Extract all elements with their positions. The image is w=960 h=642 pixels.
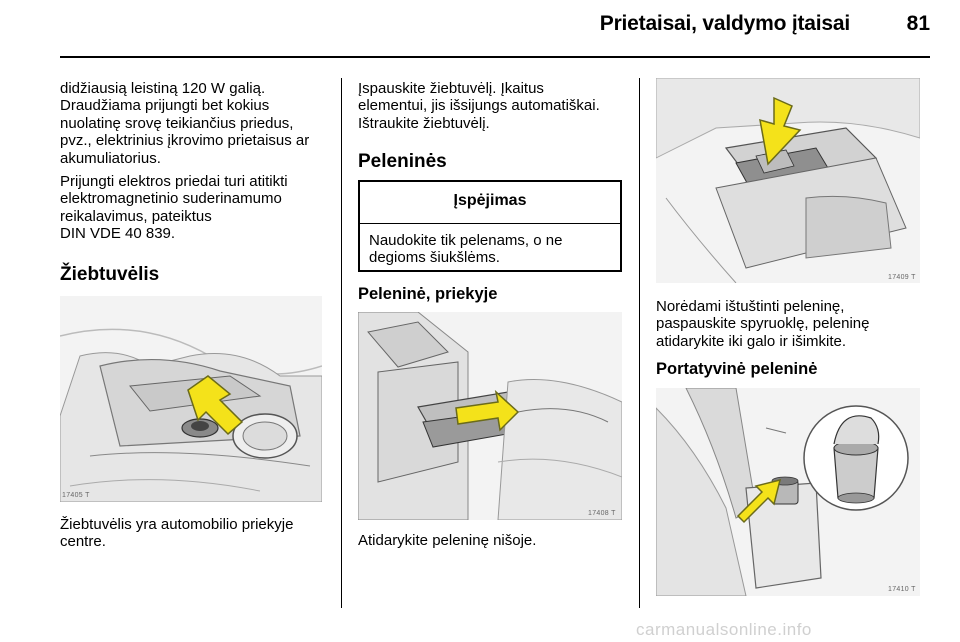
text-line: Draudžiama prijungti bet kokius (60, 97, 270, 115)
page-header-title: Prietaisai, valdymo įtaisai (599, 12, 850, 35)
text-line: reikalavimus, pateiktus (60, 207, 212, 225)
figure-empty-ashtray (656, 78, 920, 283)
figure-code: 17408 T (588, 510, 616, 517)
caption-open-ashtray: Atidarykite peleninę nišoje. (358, 532, 537, 549)
figure-code: 17410 T (888, 586, 916, 593)
paragraph-emc (60, 173, 335, 243)
figure-portable-ashtray (656, 388, 920, 596)
watermark: carmanualsonline.info (636, 620, 812, 639)
column-divider-1 (341, 78, 342, 608)
text-line: nuolatinę srovę teikiančius priedus, (60, 114, 294, 132)
page-number: 81 (906, 12, 930, 35)
paragraph-empty-ashtray (656, 298, 931, 350)
heading-lighter: Žiebtuvėlis (60, 264, 160, 285)
figure-front-ashtray (358, 312, 622, 520)
text-line: akumuliatorius. (60, 149, 161, 167)
caption-lighter (60, 516, 335, 551)
text-line: didžiausią leistiną 120 W galią. (60, 80, 266, 97)
figure-cigarette-lighter (60, 296, 322, 502)
text-line: Žiebtuvėlis yra automobilio priekyje (60, 516, 294, 533)
text-line: elektromagnetinio suderinamumo (60, 190, 282, 208)
text-line: centre. (60, 533, 106, 551)
text-line: Įspauskite žiebtuvėlį. Įkaitus (358, 80, 544, 97)
heading-ashtrays: Peleninės (358, 151, 447, 172)
text-line: Naudokite tik pelenams, o ne (369, 232, 563, 249)
figure-code: 17405 T (62, 492, 90, 499)
text-line: DIN VDE 40 839. (60, 225, 176, 243)
text-line: pvz., elektrinius įkrovimo prietaisus ar (60, 132, 310, 150)
warning-text (369, 232, 613, 267)
text-line: elementui, jis išsijungs automatiškai. (358, 97, 600, 115)
text-line: Norėdami ištuštinti peleninę, (656, 298, 845, 315)
text-line: atidarykite iki galo ir išimkite. (656, 332, 847, 350)
text-line: degioms šiukšlėms. (369, 249, 500, 267)
subheading-front-ashtray: Peleninė, priekyje (358, 285, 498, 303)
paragraph-power-limit (60, 80, 335, 167)
text-line: Prijungti elektros priedai turi atitikti (60, 173, 288, 190)
warning-box (358, 180, 622, 272)
subheading-portable-ashtray: Portatyvinė peleninė (656, 360, 818, 378)
column-divider-2 (639, 78, 640, 608)
figure-code: 17409 T (888, 274, 916, 281)
header-rule (60, 56, 930, 58)
warning-title: Įspėjimas (360, 182, 620, 224)
paragraph-press-lighter (358, 80, 633, 132)
text-line: Ištraukite žiebtuvėlį. (358, 114, 490, 132)
text-line: paspauskite spyruoklę, peleninę (656, 315, 870, 333)
